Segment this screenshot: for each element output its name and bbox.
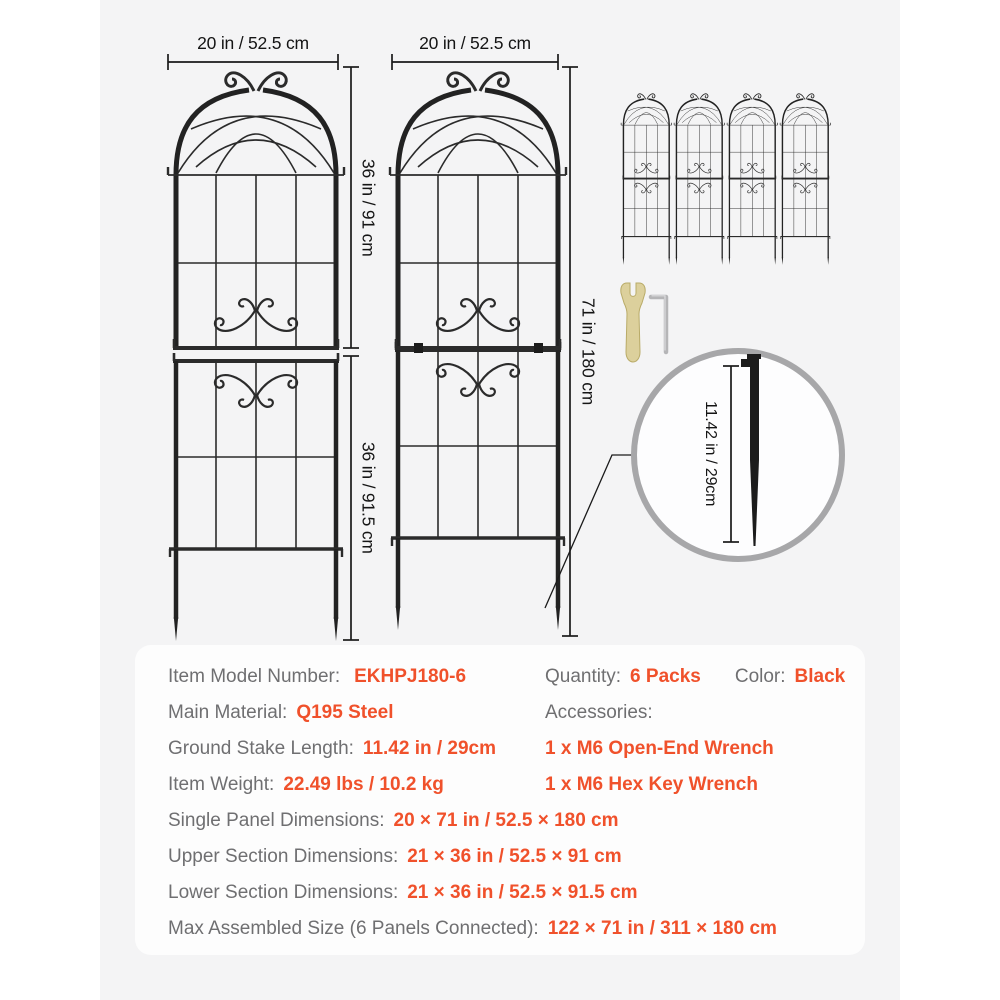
single-panel-dimensions-label: Single Panel Dimensions: bbox=[168, 810, 385, 831]
material-label: Main Material: bbox=[168, 702, 288, 723]
spec-row-max-assembled-size bbox=[168, 911, 832, 947]
single-panel-dimensions-value: 20 × 71 in / 52.5 × 180 cm bbox=[393, 810, 619, 831]
lower-section-height-dimension-label: 36 in / 91.5 cm bbox=[358, 442, 379, 554]
junction-clip-right bbox=[534, 343, 543, 353]
upper-section-height-dimension-label: 36 in / 91 cm bbox=[358, 158, 379, 257]
accessories-label: Accessories: bbox=[545, 702, 653, 723]
lower-section-dimensions-label: Lower Section Dimensions: bbox=[168, 882, 399, 903]
upper-section-dimensions-label: Upper Section Dimensions: bbox=[168, 846, 399, 867]
model-number-label: Item Model Number: bbox=[168, 666, 341, 687]
weight-label: Item Weight: bbox=[168, 774, 275, 795]
hex-key-wrench-icon bbox=[651, 296, 666, 352]
stake-length-dimension-label: 11.42 in / 29cm bbox=[702, 401, 719, 507]
quantity-value: 6 Packs bbox=[630, 666, 701, 687]
trellis-split-view bbox=[168, 73, 344, 641]
spec-row-single-panel-dimensions bbox=[168, 803, 832, 839]
panel1-width-dimension-label: 20 in / 52.5 cm bbox=[197, 33, 309, 53]
specification-panel bbox=[135, 645, 865, 955]
spec-row-lower-section-dimensions bbox=[168, 875, 832, 911]
weight-value: 22.49 lbs / 10.2 kg bbox=[283, 774, 444, 795]
stake-length-value: 11.42 in / 29cm bbox=[362, 738, 497, 759]
total-height-dimension-label: 71 in / 180 cm bbox=[578, 297, 599, 406]
accessory-open-end-wrench: 1 x M6 Open-End Wrench bbox=[545, 738, 774, 759]
color-value: Black bbox=[794, 666, 846, 687]
color-label: Color: bbox=[734, 666, 786, 687]
ground-stake-zoom-circle bbox=[634, 351, 842, 559]
spec-row-material-accessories bbox=[168, 695, 832, 731]
spec-row-stake-wrench bbox=[168, 731, 832, 767]
accessory-hex-key-wrench: 1 x M6 Hex Key Wrench bbox=[545, 774, 758, 795]
six-pack-panels-illustration bbox=[621, 94, 830, 265]
spec-row-model-quantity-color bbox=[168, 659, 846, 695]
open-end-wrench-icon bbox=[621, 283, 645, 362]
material-value: Q195 Steel bbox=[296, 702, 394, 723]
spec-row-weight-hexkey bbox=[168, 767, 832, 803]
stake-length-label: Ground Stake Length: bbox=[168, 738, 354, 759]
lower-section-dimensions-value: 21 × 36 in / 52.5 × 91.5 cm bbox=[407, 882, 638, 903]
junction-clip-left bbox=[414, 343, 423, 353]
upper-section-dimensions-value: 21 × 36 in / 52.5 × 91 cm bbox=[407, 846, 622, 867]
max-assembled-size-label: Max Assembled Size (6 Panels Connected): bbox=[168, 918, 539, 939]
max-assembled-size-value: 122 × 71 in / 311 × 180 cm bbox=[547, 918, 777, 939]
quantity-label: Quantity: bbox=[545, 666, 622, 687]
panel2-width-dimension-label: 20 in / 52.5 cm bbox=[419, 33, 531, 53]
spec-row-upper-section-dimensions bbox=[168, 839, 832, 875]
model-number-value: EKHPJ180-6 bbox=[354, 666, 467, 687]
trellis-assembled-view bbox=[390, 73, 566, 630]
